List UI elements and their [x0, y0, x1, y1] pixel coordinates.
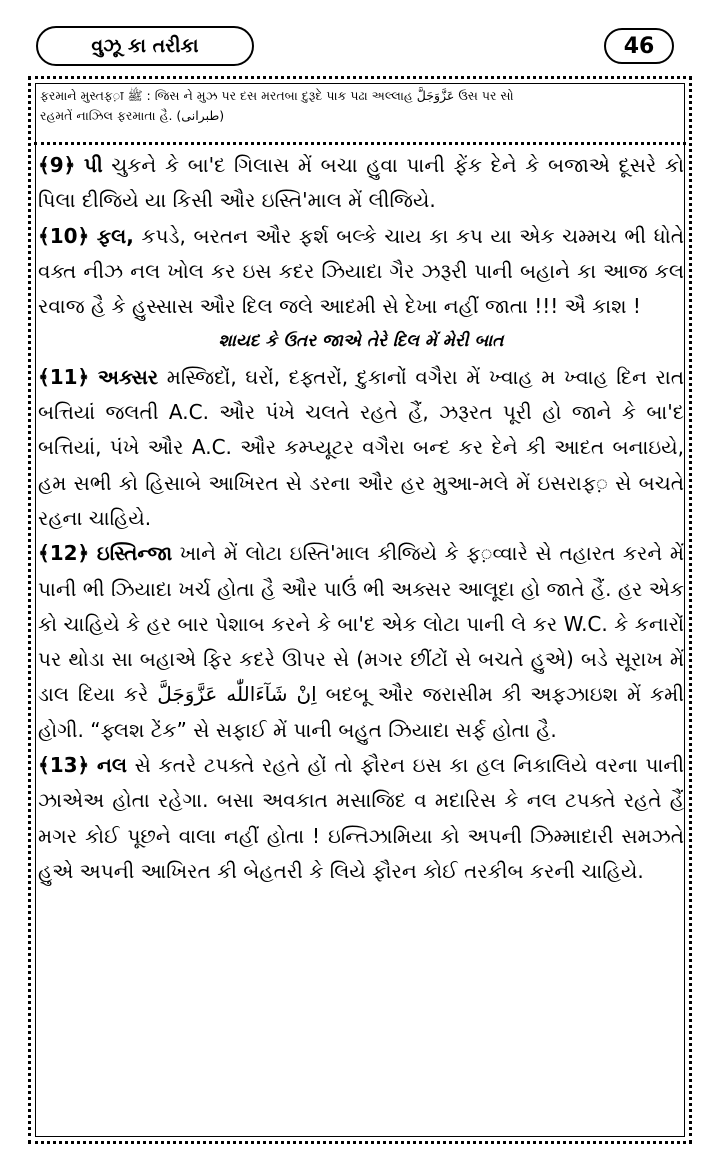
paragraph-12	[38, 536, 684, 748]
page-title: વુઝૂ કા તરીકા	[36, 26, 254, 66]
paragraph-number: ﴾10﴿	[38, 223, 90, 248]
paragraph-number: ﴾12﴿	[38, 541, 90, 566]
page-number: 46	[604, 28, 674, 64]
paragraph-number: ﴾9﴿	[38, 153, 76, 177]
paragraph-13	[38, 748, 684, 889]
paragraph-11	[38, 360, 684, 536]
paragraph-keyword: પી	[83, 153, 103, 177]
header-line-1: ફરમાને મુસ્તફ़ा ﷺ : જિસ ને મુઝ પર દસ મરતબા દુરૂદે પાક પઢા અલ્લાહ عَزَّوَجَلَّ ઉસ પર સો	[40, 88, 514, 103]
paragraph-keyword: ઇસ્તિન્જા	[96, 541, 173, 566]
paragraph-text: ખાને મેં લોટા ઇસ્તિ'માલ કીજિયે કે ફ़વ્વારે સે તહારત કરને મેં પાની ભી ઝિયાદા ખર્ચ હોતા હૈ ઔર પાઉં ભી અક્સર આલૂદા હો જાતે હૈં. હર એક કો ચાહિયે કે હર બાર પેશાબ કરને કે બા'દ એક લોટા પાની લે કર W.C. કે કનારોં પર થોડા સા બહાએ ફિર કદરે ઊપર સે (મગર છીંટોં સે બચતે હુએ) બડે સૂરાખ મેં ડાલ દિયા કરે اِنْ شَآءَاللّٰه عَزَّوَجَلَّ બદબૂ ઔર જરાસીમ કી અફઝાઇશ મેં કમી હોગી. “ફ્લશ ટેંક” સે સફાઈ મેં પાની બહુત ઝિયાદા સર્ફ હોતા હૈ.	[38, 541, 685, 742]
paragraph-text: ચુકને કે બા'દ ગિલાસ મેં બચા હુવા પાની ફેંક દેને કે બજાએ દૂસરે કો પિલા દીજિયે યા કિસી ઔર ઇસ્તિ'માલ મેં લીજિયે.	[38, 153, 684, 213]
header-quote	[40, 86, 680, 136]
paragraph-9	[38, 148, 684, 219]
paragraph-text: કપડે, બરતન ઔર ફર્શ બલ્કે ચાય કા કપ યા એક ચમ્મચ ભી ધોતે વક્ત નીઝ નલ ખોલ કર ઇસ કદર ઝિયાદા ગૈર ઝરૂરી પાની બહાને કા આજ કલ રવાજ હૈ કે હુસ્સાસ ઔર દિલ જલે આદમી સે દેખા નહીં જાતા !!! ઐ કાશ !	[38, 223, 684, 319]
paragraph-number: ﴾11﴿	[38, 364, 90, 389]
paragraph-text: મસ્જિદોં, ઘરોં, દફ્તરોં, દુકાનોં વગૈરા મેં ખ્વાહ મ ખ્વાહ દિન રાત બત્તિયાં જલતી A.C. ઔર પંખે ચલતે રહતે હૈં, ઝરૂરત પૂરી હો જાને કે બા'દ બત્તિયાં, પંખે ઔર A.C. ઔર કમ્પ્યૂટર વગૈરા બન્દ કર દેને કી આદત બનાઇયે, હમ સભી કો હિસાબે આખિરત સે ડરના ઔર હર મુઆ-મલે મેં ઇસરાફ़ સે બચતે રહના ચાહિયે.	[38, 364, 684, 530]
paragraph-keyword: અક્સર	[97, 364, 159, 389]
paragraph-number: ﴾13﴿	[38, 753, 90, 778]
header-line-2: રહમતેં નાઝિલ ફરમાતા હૈ. (طبرانی)	[40, 108, 225, 123]
section-subheading: શાયદ કે ઉતર જાએ તેરે દિલ મેં મેરી બાત	[218, 331, 504, 352]
header-divider	[34, 142, 686, 145]
body-text	[38, 148, 684, 889]
paragraph-10	[38, 219, 684, 325]
paragraph-keyword: નલ	[96, 753, 127, 778]
paragraph-text: સે કતરે ટપક્તે રહતે હોં તો ફૌરન ઇસ કા હલ નિકાલિયે વરના પાની ઝાએઅ હોતા રહેગા. બસા અવકાત મસાજિદ વ મદારિસ કે નલ ટપક્તે રહતે હૈં મગર કોઈ પૂછને વાલા નહીં હોતા ! ઇન્તિઝામિયા કો અપની ઝિમ્માદારી સમઝતે હુએ અપની આખિરત કી બેહતરી કે લિયે ફૌરન કોઈ તરકીબ કરની ચાહિયે.	[38, 753, 684, 883]
paragraph-keyword: ફલ,	[96, 223, 134, 248]
